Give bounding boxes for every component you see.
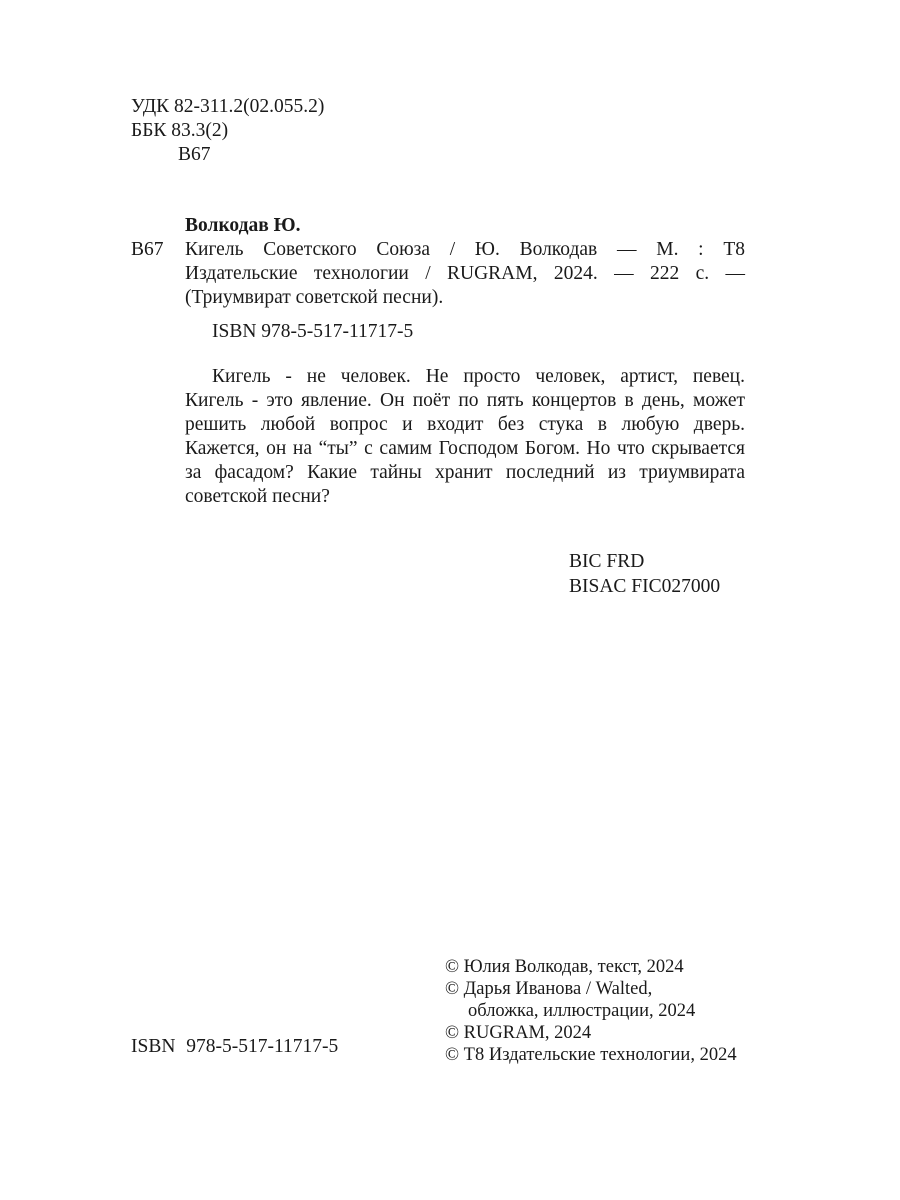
annotation-line: Кигель - это явление. Он поёт по пять концертов в день, может (185, 390, 745, 411)
bbk-code: ББК 83.3(2) (131, 120, 229, 141)
biblio-line: (Триумвират советской песни). (185, 287, 444, 308)
author-mark: В67 (178, 144, 211, 165)
biblio-line: Издательские технологии / RUGRAM, 2024. — 222 с. — (185, 263, 745, 284)
annotation-line: Кигель - не человек. Не просто человек, артист, певец. (212, 366, 745, 387)
annotation-line: Кажется, он на “ты” с самим Господом Богом. Но что скрывается (185, 438, 745, 459)
copyright-block (445, 956, 737, 1066)
copyright-line: обложка, иллюстрации, 2024 (468, 1001, 696, 1021)
annotation (185, 365, 745, 509)
copyright-line: © Т8 Издательские технологии, 2024 (445, 1045, 737, 1065)
annotation-line: за фасадом? Какие тайны хранит последний из триумвирата (185, 462, 745, 483)
annotation-line: советской песни? (185, 486, 330, 507)
biblio-line: Кигель Советского Союза / Ю. Волкодав — М. : Т8 (185, 239, 745, 260)
bisac-code: BISAC FIC027000 (569, 576, 721, 597)
classification-block (131, 95, 324, 167)
entry-isbn: ISBN 978-5-517-11717-5 (212, 321, 414, 342)
bic-code: BIC FRD (569, 551, 645, 572)
bibliographic-description (185, 238, 745, 310)
footer-isbn: ISBN 978-5-517-11717-5 (131, 1036, 339, 1057)
subject-codes (569, 549, 720, 599)
annotation-line: решить любой вопрос и входит без стука в любую дверь. (185, 414, 745, 435)
entry-author: Волкодав Ю. (185, 215, 301, 236)
copyright-line: © Юлия Волкодав, текст, 2024 (445, 957, 684, 977)
entry-author-mark: В67 (131, 239, 164, 260)
copyright-line: © Дарья Иванова / Walted, (445, 979, 653, 999)
udk-code: УДК 82-311.2(02.055.2) (131, 96, 325, 117)
copyright-line: © RUGRAM, 2024 (445, 1023, 592, 1043)
